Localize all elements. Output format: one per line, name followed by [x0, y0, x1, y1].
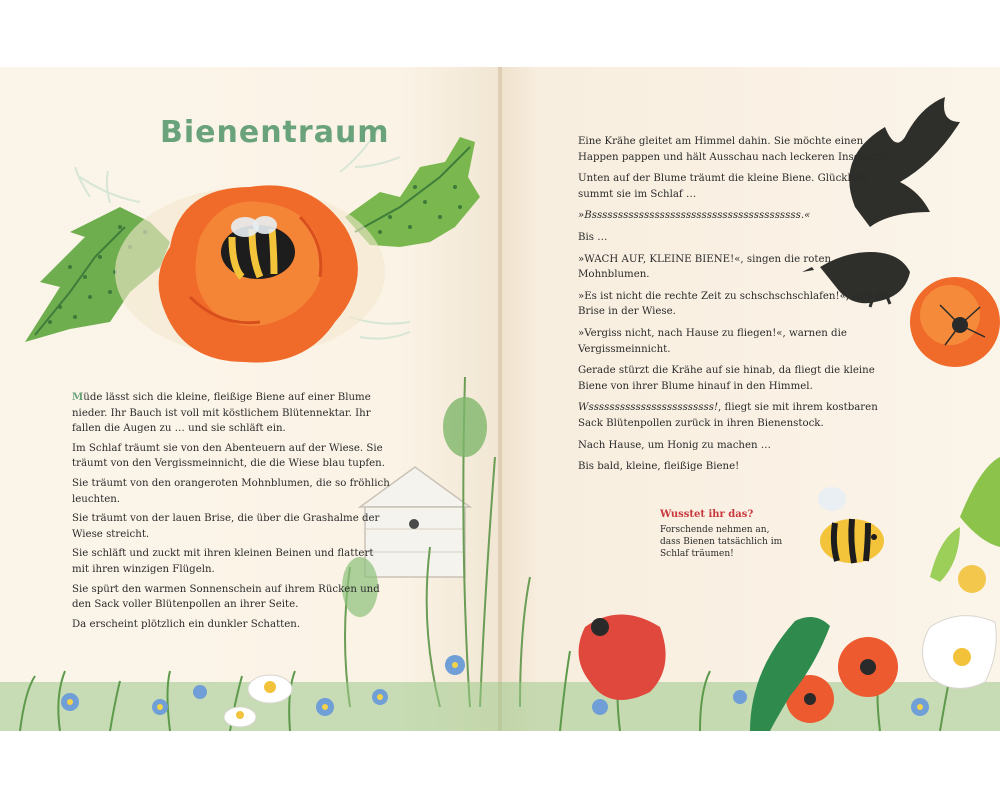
left-page-text	[72, 390, 390, 636]
right-page-text	[578, 134, 902, 481]
green-plant-right	[930, 457, 1000, 593]
paragraph-r8: Gerade stürzt die Krähe auf sie hinab, da fliegt die kleine Biene von ihrer Blume hinauf in den Himmel.	[578, 365, 875, 392]
paragraph-6: Sie spürt den warmen Sonnenschein auf ihrem Rücken und den Sack voller Blütenpollen an ihrer Seite.	[72, 583, 380, 611]
paragraph-r7: »Vergiss nicht, nach Hause zu fliegen!«, warnen die Vergissmeinnicht.	[578, 327, 847, 355]
paragraph-r5: »WACH AUF, KLEINE BIENE!«, singen die roten Mohnblumen.	[578, 253, 832, 281]
paragraph-1	[72, 390, 390, 437]
buzz-sound: Wssssssssssssssssssssssss!	[578, 402, 719, 414]
paragraph-4: Sie träumt von der lauen Brise, die über die Grashalme der Wiese streicht.	[72, 513, 380, 540]
book-spread	[0, 67, 1000, 731]
paragraph-5: Sie schläft und zuckt mit ihren kleinen Beinen und flattert mit ihren winzigen Flügeln.	[72, 548, 374, 575]
story-title: Bienentraum	[160, 115, 390, 150]
fact-box-body: Forschende nehmen an, dass Bienen tatsächlich im Schlaf träumen!	[660, 525, 783, 559]
paragraph-r10: Nach Hause, um Honig zu machen …	[578, 439, 771, 451]
fact-box-heading: Wusstet ihr das?	[660, 509, 754, 520]
paragraph-2: Im Schlaf träumt sie von den Abenteuern auf der Wiese. Sie träumt von den Vergissmeinnicht, die die Wiese blau tupfen.	[72, 442, 385, 470]
paragraph-r6: »Es ist nicht die rechte Zeit zu schschschschlafen!«, ruft die Brise in der Wiese.	[578, 290, 891, 318]
paragraph-1-text: üde lässt sich die kleine, fleißige Biene auf einer Blume nieder. Ihr Bauch ist voll mit köstlichem Blütennektar. Ihr fallen die Augen zu … und sie schläft ein.	[72, 392, 371, 435]
paragraph-r1: Eine Krähe gleitet am Himmel dahin. Sie möchte einen Happen pappen und hält Ausschau nach leckeren Insekten!	[578, 136, 887, 163]
paragraph-r9-text: , fliegt sie mit ihrem kostbaren Sack Blütenpollen zurück in ihren Bienenstock.	[578, 402, 878, 429]
paragraph-r9	[578, 400, 902, 431]
paragraph-7: Da erscheint plötzlich ein dunkler Schatten.	[72, 618, 301, 630]
drop-cap: M	[72, 391, 84, 403]
paragraph-3: Sie träumt von den orangeroten Mohnblumen, die so fröhlich leuchten.	[72, 477, 390, 505]
paragraph-r2: Unten auf der Blume träumt die kleine Biene. Glücklich summt sie im Schlaf …	[578, 173, 867, 200]
paragraph-r3: »Bssssssssssssssssssssssssssssssssssssssss.«	[578, 210, 811, 222]
poppy-right-icon	[910, 277, 1000, 367]
flying-bee-icon	[818, 487, 884, 563]
paragraph-r11: Bis bald, kleine, fleißige Biene!	[578, 461, 740, 473]
paragraph-r4: Bis …	[578, 231, 608, 243]
